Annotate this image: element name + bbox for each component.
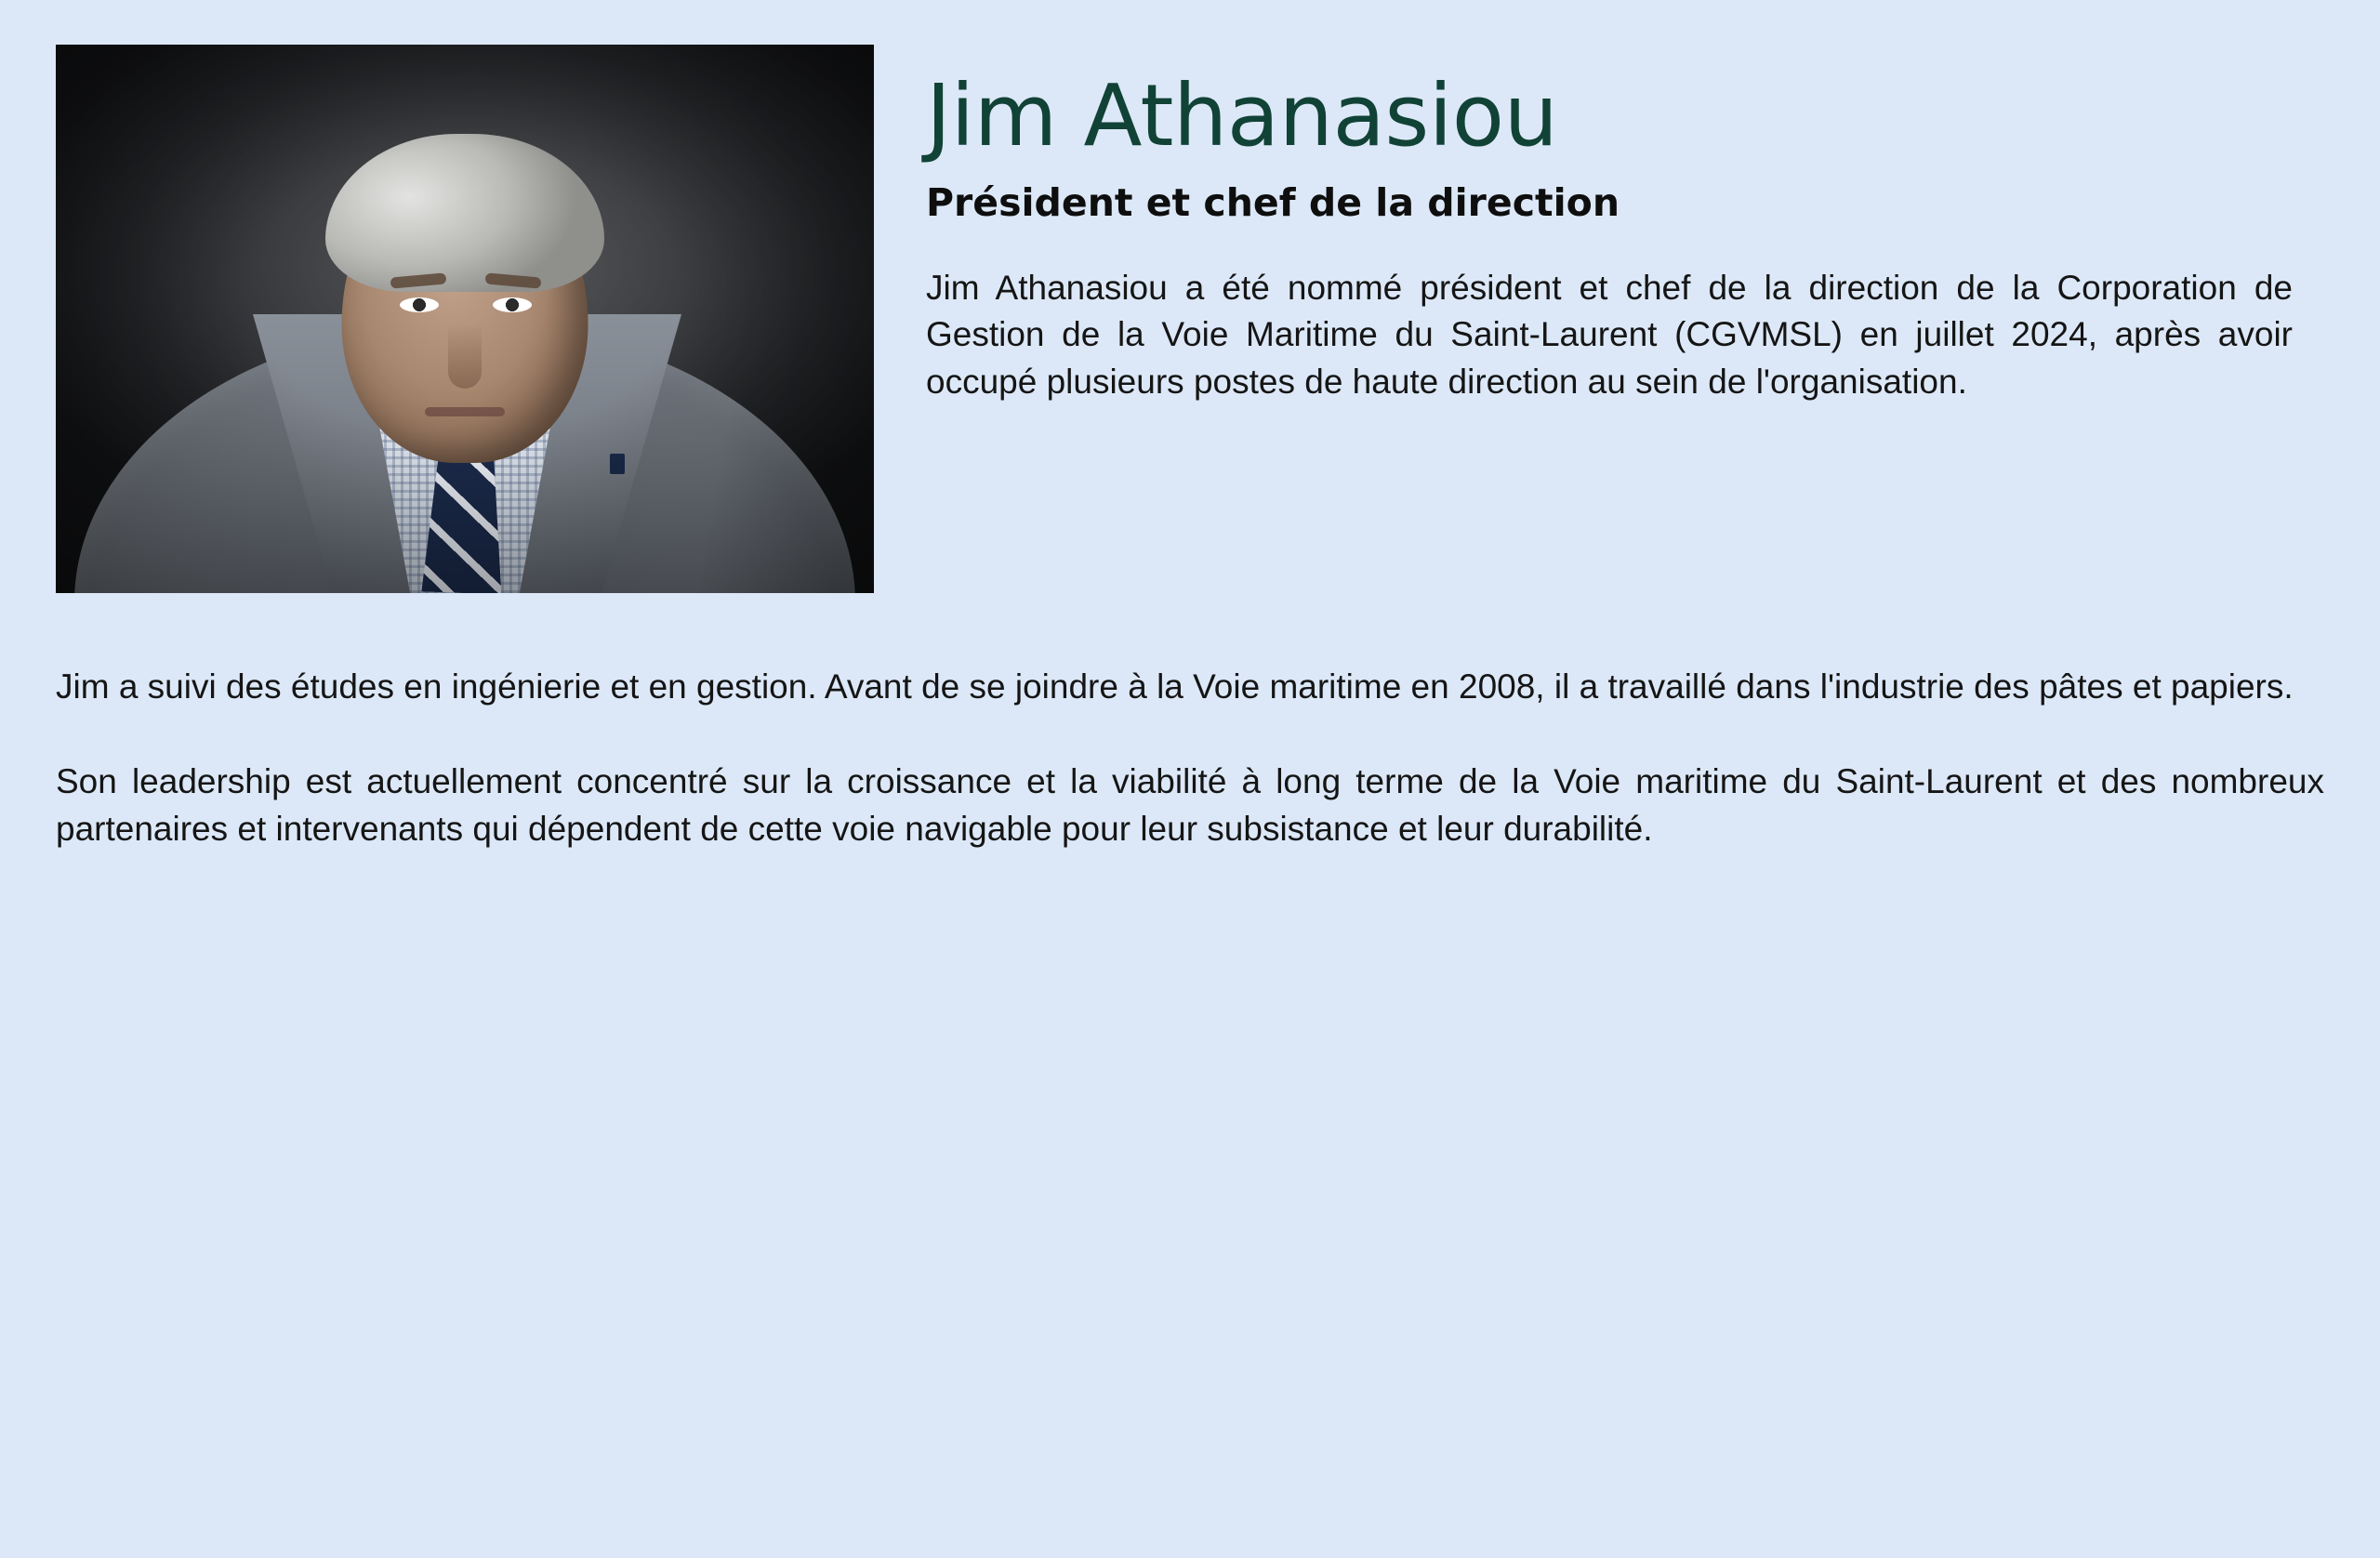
bio-body-section [56, 664, 2324, 852]
bio-heading-block [874, 45, 2324, 405]
person-name: Jim Athanasiou [926, 66, 1558, 165]
bio-paragraph: Jim a suivi des études en ingénierie et en gestion. Avant de se joindre à la Voie maritime en 2008, il a travaillé dans l'industrie des pâtes et papiers. [56, 667, 2294, 706]
bio-paragraph: Son leadership est actuellement concentré sur la croissance et la viabilité à long terme de la Voie maritime du Saint-Laurent et des nombreux partenaires et intervenants qui dépendent de cette voie navigable pour leur subsistance et leur durabilité. [56, 762, 2324, 848]
bio-intro-paragraph: Jim Athanasiou a été nommé président et chef de la direction de la Corporation de Gestion de la Voie Maritime du Saint-Laurent (CGVMSL) en juillet 2024, après avoir occupé plusieurs postes de haute direction au sein de l'organisation. [926, 269, 2293, 401]
portrait-photo [56, 45, 874, 593]
person-title: Président et chef de la direction [926, 179, 1620, 225]
bio-header-section [56, 45, 2324, 593]
photo-vignette [56, 45, 874, 593]
